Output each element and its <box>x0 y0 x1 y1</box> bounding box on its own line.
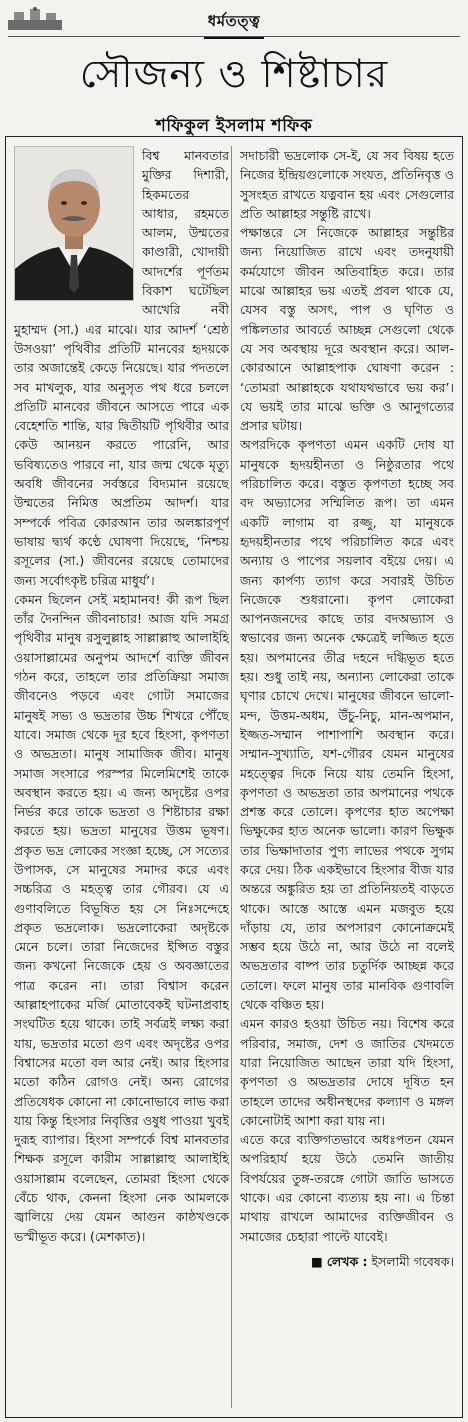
header-rule <box>8 36 460 37</box>
right-paragraph-3: অপরদিকে কৃপণতা এমন একটি দোষ যা মানুষকে হৃদয়হীনতা ও নিষ্ঠুরতার পথে পরিচালিত করে। বস্তুত কৃপণতা হচ্ছে সব বদ অভ্যাসের সম্মিলিত রূপ। তা এমন একটি লাগাম বা রজ্জু, যা মানুষকে হৃদয়হীনতার পথে পরিচালিত করে এবং অন্যায় ও পাপের সয়লাব বইয়ে দেয়। এ জন্য কার্পণ্য ত্যাগ করে সবারই উচিত নিজেকে শুধরানো। কৃপণ লোকেরা আপনজনদের কাছে তার বদঅভ্যাস ও স্বভাবের জন্য অনেক ক্ষেত্রেই লজ্জিত হতে হয়। অপমানের তীব্র দহনে দগ্ধিভূত হতে হয়। শুধু তাই নয়, অন্যান্য লোকেরা তাকে ঘৃণার চোখে দেখে। মানুষের জীবনে ভালো-মন্দ, উত্তম-অধম, উঁচু-নিচু, মান-অপমান, ইজ্জত-সম্মান পাশাপাশি অবস্থান করে। সম্মান-সুখ্যাতি, যশ-গৌরব যেমন মানুষের মহত্ত্বের দিকে নিয়ে যায় তেমনি হিংসা, কৃপণতা ও অভদ্রতা তার অপমানের পথকে প্রশস্ত করে তোলে। কৃপণের হাত অপেক্ষা ভিক্ষুকের হাত অনেক ভালো। কারণ ভিক্ষুক তার ভিক্ষাদাতার পুণ্য লাভের পথকে সুগম করে দেয়। ঠিক একইভাবে হিংসার বীজ যার অন্তরে অঙ্কুরিত হয় তা প্রতিনিয়তই বাড়তে থাকে। আস্তে আস্তে এমন মজবুত হয়ে দাঁড়ায় যে, তার অপসারণ কোনোক্রমেই সম্ভব হয়ে উঠে না, আর উঠে না বলেই অভদ্রতার বাষ্প তার চতুর্দিক আচ্ছন্ন করে তোলে। ফলে মানুষ তার মানবিক গুণাবলি থেকে বঞ্চিত হয়। <box>240 437 454 1013</box>
author-portrait-icon <box>15 147 133 300</box>
author-photo <box>14 146 134 301</box>
section-text: ধর্মতত্ত্ব <box>204 10 264 39</box>
right-paragraph-2: পক্ষান্তরে সে নিজেকে আল্লাহর সন্তুষ্টির জন্য নিয়োজিত রাখে এবং তদনুযায়ী কর্মযোগে জীবন অতিবাহিত করে। তার মাঝে আল্লাহর ভয় এতই প্রবল থাকে যে, যেসব বস্তু অসৎ, পাপ ও ঘৃণিত ও পঙ্কিলতার আবর্তে আচ্ছন্ন সেগুলো থেকে যে সব অবস্থায় দূরে অবস্থান করে। আল-কোরআনে আল্লাহপাক ঘোষণা করেন : ‘তোমরা আল্লাহকে যথাযথভাবে ভয় কর’। যে ভয়ই তার মাঝে ভক্তি ও আনুগত্যের প্রসার ঘটায়। <box>240 225 454 434</box>
article-headline: সৌজন্য ও শিষ্টাচার <box>79 52 389 97</box>
right-paragraph-1: সদাচারী ভদ্রলোক সে-ই, যে সব বিষয় হতে নিজের ইন্দ্রিয়গুলোকে সংযত, প্রতিনিবৃত্ত ও সুসংহত রাখতে যত্নবান হয় এবং সেগুলোর প্রতি আল্লাহর সন্তুষ্টি রাখে। <box>240 148 454 221</box>
article-author: শফিকুল ইসলাম শফিক <box>155 116 313 136</box>
footer-marker-icon: ■ <box>311 1253 323 1269</box>
author-footer <box>240 1252 454 1271</box>
right-paragraph-5: এতে করে ব্যক্তিগতভাবে অধঃপতন যেমন অপরিহার্য হয়ে উঠে তেমনি জাতীয় বিপর্যয়ের তুঙ্গ-তরঙ্গে গোটা জাতি ভাসতে থাকে। এর কোনো ব্যত্যয় হয় না। এ চিন্তা মাথায় রাখলে আমাদের ব্যক্তিজীবন ও সমাজের চেহারা পাল্টে যাবেই। <box>240 1132 454 1244</box>
right-paragraph-4: এমন কারও হওয়া উচিত নয়। বিশেষ করে পরিবার, সমাজ, দেশ ও জাতির খেদমতে যারা নিয়োজিত আছেন তারা যদি হিংসা, কৃপণতা ও অভদ্রতার দোষে দূষিত হন তাহলে তাদের অধীনস্থদের কল্যাণ ও মঙ্গল কোনোটাই আশা করা যায় না। <box>240 1016 454 1128</box>
left-paragraph-2: কেমন ছিলেন সেই মহামানব! কী রূপ ছিল তাঁর দৈনন্দিন জীবনাচার! আজ যদি সমগ্র পৃথিবীর মানুষ রসুলুল্লাহ সাল্লাল্লাহু আলাইহি ওয়াসাল্লামের অনুপম আদর্শে ব্যক্তি জীবন গঠন করে, তাহলে তার প্রতিক্রিয়া সমাজ জীবনেও পড়বে এবং গোটা সমাজের মানুষই সভ্য ও ভদ্রতার উচ্চ শিখরে পৌঁছে যাবে। সমাজ থেকে দূর হবে হিংসা, কৃপণতা ও অভদ্রতা। মানুষ সামাজিক জীব। মানুষ সমাজ সংসারে পরস্পর মিলেমিশেই তাকে অবস্থান করতে হয়। এ জন্য অদৃষ্টের ওপর নির্ভর করে তাকে ভদ্রতা ও শিষ্টাচার রক্ষা করতে হয়। ভদ্রতা মানুষের উত্তম ভূষণ। প্রকৃত ভদ্র লোকের সংজ্ঞা হচ্ছে, সে সত্যের উপাসক, সে মানুষের সমাদর করে এবং সচ্চরিত্র ও মহত্ত্ব তার গৌরব। যে এ গুণাবলিতে বিভূষিত হয় সে নিঃসন্দেহে প্রকৃত ভদ্রলোক। ভদ্রলোকেরা অদৃষ্টকে মেনে চলে। তারা নিজেদের ইপ্সিত বস্তুর জন্য কখনো নিজেকে হেয় ও অবজ্ঞাতের পাত্র করেন না। তারা বিশ্বাস করেন আল্লাহপাকের মর্জি মোতাবেকই ঘটনাপ্রবাহ সংঘটিত হয়ে থাকে। তাই সর্বত্রই লক্ষ্য করা যায়, ভদ্রতার মতো গুণ এবং অদৃষ্টের ওপর বিশ্বাসের মতো বল আর নেই। আর হিংসার মতো কঠিন রোগও নেই। অন্য রোগের প্রতিষেধক কোনো না কোনোভাবে লাভ করা যায় কিন্তু হিংসার নিবৃত্তির ওষুধ পাওয়া খুবই দুরূহ ব্যাপার। হিংসা সম্পর্কে বিশ্ব মানবতার শিক্ষক রসূলে কারীম সাল্লাল্লাহু আলাইহি ওয়াসাল্লাম বলেছেন, তোমরা হিংসা থেকে বেঁচে থাক, কেননা হিংসা নেক আমলকে জ্বালিয়ে দেয় যেমন আগুন কাষ্ঠখণ্ডকে ভস্মীভূত করে। (মেশকাত)। <box>14 591 229 1244</box>
footer-text: ইসলামী গবেষক। <box>371 1253 454 1269</box>
section-label <box>0 10 468 39</box>
footer-label: লেখক : <box>326 1253 368 1269</box>
right-column <box>240 146 454 1410</box>
left-paragraph-1: বিশ্ব মানবতার মুক্তির দিশারী, হিকমতের আধার, রহমতে আলম, উম্মতের কাণ্ডারী, খোদায়ী আদর্শের পূর্ণতম বিকাশ ঘটেছিল আখেরি নবী মুহাম্মদ (সা.) এর মাঝে। যার আদর্শ ‘শ্রেষ্ঠ উসওয়া’ পৃথিবীর প্রতিটি মানবের হৃদয়কে তার অজান্তেই কেড়ে নিয়েছে। যার পদতলে সব মাখলুক, যার অনুসৃত পথ ধরে চললে প্রতিটি মানবের জীবনে আসতে পারে এক বেহেশতি শান্তি, যার দ্বিতীয়টি পৃথিবীর আর কেউ আনয়ন করতে পারেনি, আর ভবিষ্যতেও পারবে না, যার জন্ম থেকে মৃত্যু অবধি জীবনের সর্বস্তরে বিদ্যমান রয়েছে উম্মতের নিমিত্ত অপ্রতিম আদর্শ। যার সম্পর্কে পবিত্র কোরআন তার অলঙ্কারপূর্ণ ভাষায় দ্ব্যর্থ কণ্ঠে ঘোষণা দিয়েছে, ‘নিশ্চয় রসূলের (সা.) জীবনের রয়েছে তোমাদের জন্য সর্বোৎকৃষ্ট চরিত্র মাধুর্য’। <box>14 148 229 588</box>
column-divider <box>231 146 232 1408</box>
page-header <box>0 0 468 40</box>
left-column <box>14 146 229 1410</box>
